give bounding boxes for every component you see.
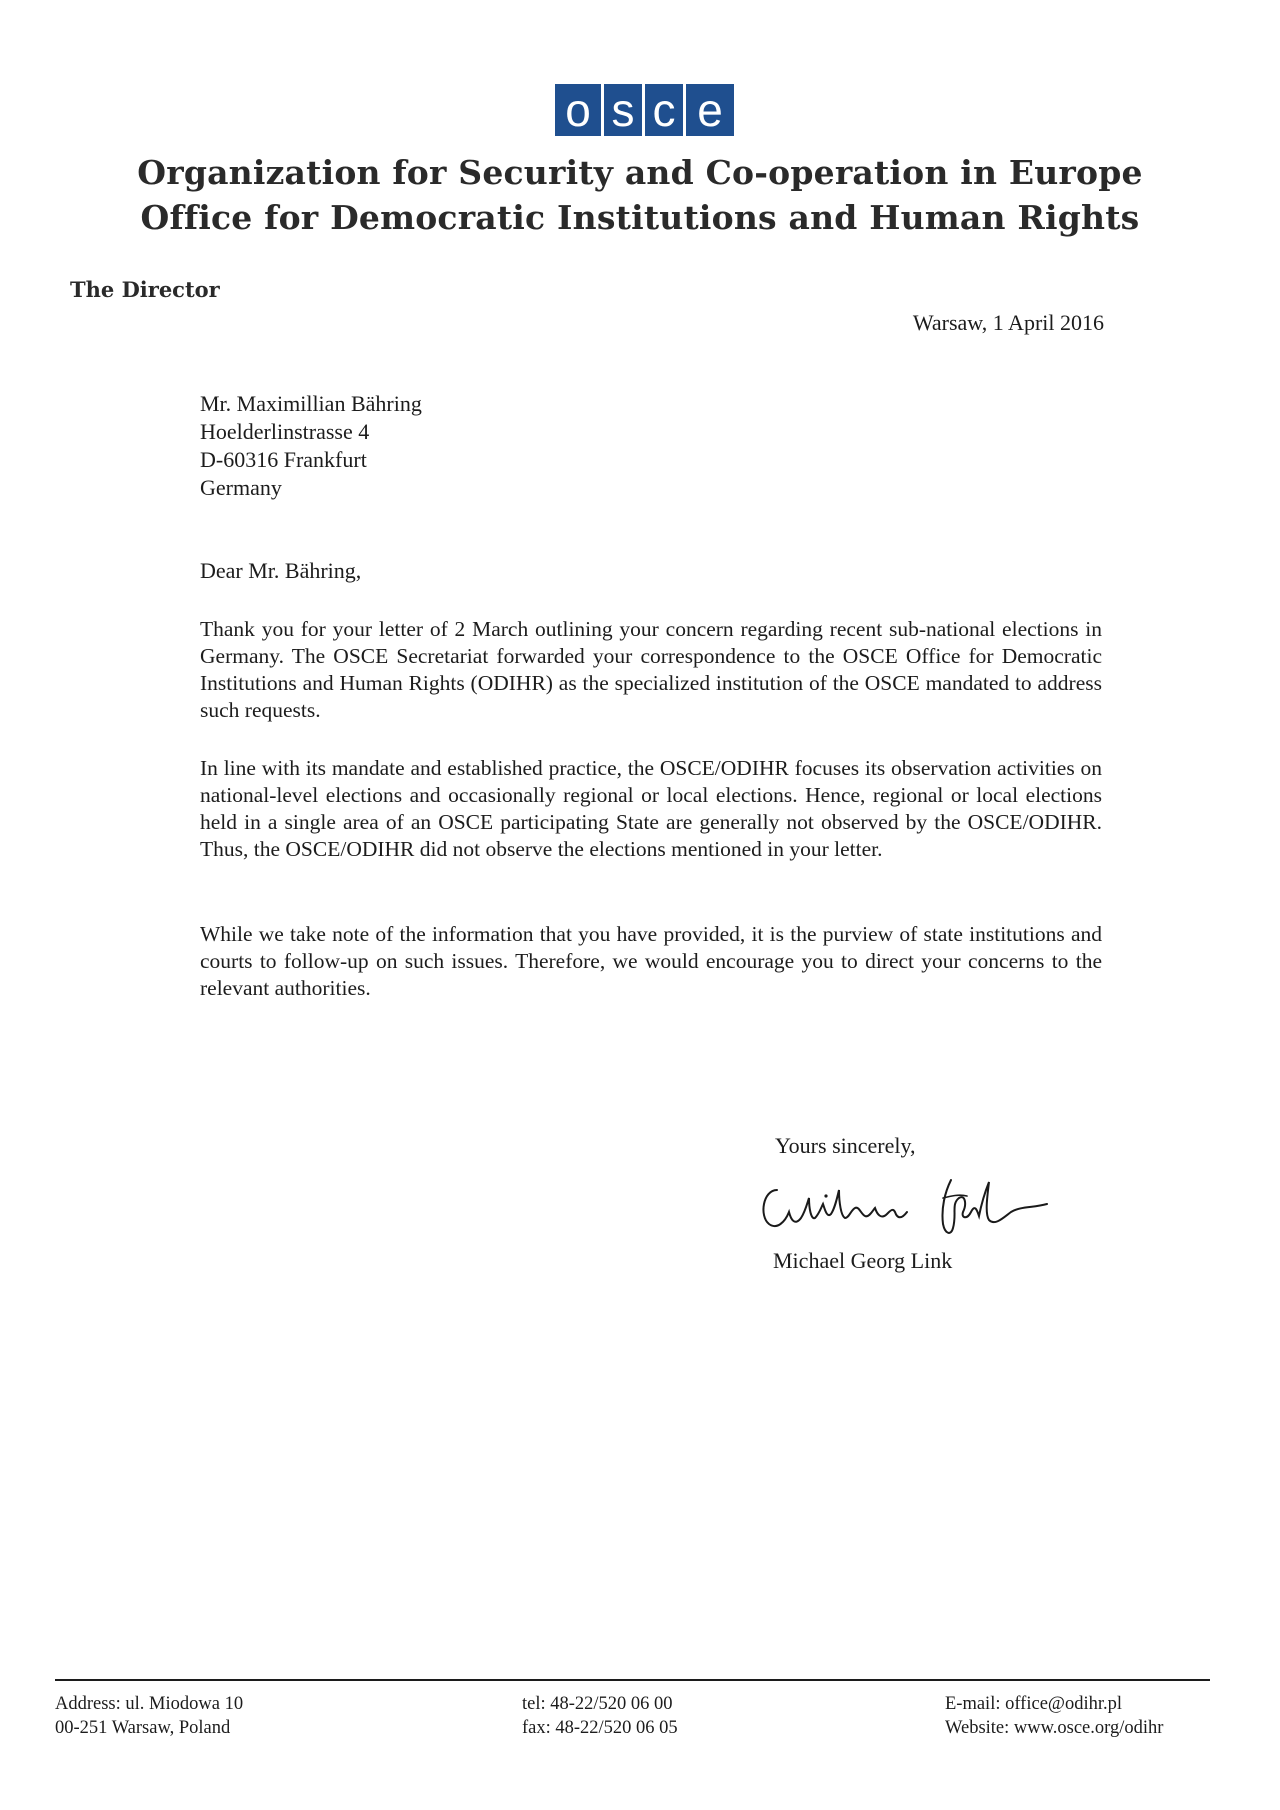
logo-letter-s: s [604, 84, 642, 136]
recipient-address [200, 390, 422, 502]
osce-logo [555, 84, 734, 136]
body-paragraph: While we take note of the information that you have provided, it is the purview of state institutions and courts to follow-up on such issues. Therefore, we would encourage you to direct your concerns to the relevant authorities. [200, 922, 1102, 1000]
footer-divider [55, 1679, 1210, 1681]
logo-letter-e: e [686, 84, 734, 136]
footer-phone [522, 1692, 678, 1740]
body-paragraph: In line with its mandate and established practice, the OSCE/ODIHR focuses its observation activities on national-level elections and occasionally regional or local elections. Hence, regional or local elections held in a single area of an OSCE participating State are generally not observed by the OSCE/ODIHR. Thus, the OSCE/ODIHR did not observe the elections mentioned in your letter. [200, 756, 1102, 861]
salutation: Dear Mr. Bähring, [200, 558, 362, 583]
signer-name: Michael Georg Link [773, 1248, 953, 1273]
sender-title: The Director [70, 277, 220, 302]
office-name: Office for Democratic Institutions and Human Rights [140, 198, 1140, 237]
organization-name: Organization for Security and Co-operation in Europe [137, 153, 1143, 192]
recipient-line: D-60316 Frankfurt [200, 447, 367, 472]
body-paragraph: Thank you for your letter of 2 March outlining your concern regarding recent sub-national elections in Germany. The OSCE Secretariat forwarded your correspondence to the OSCE Office for Democratic Institutions and Human Rights (ODIHR) as the specialized institution of the OSCE mandated to address such requests. [200, 617, 1102, 722]
recipient-line: Hoelderlinstrasse 4 [200, 419, 370, 444]
recipient-line: Germany [200, 475, 282, 500]
footer-contact [945, 1692, 1163, 1740]
logo-letter-o: o [555, 84, 601, 136]
footer-address-line: 00-251 Warsaw, Poland [55, 1718, 231, 1738]
closing: Yours sincerely, [775, 1133, 916, 1158]
footer-website: Website: www.osce.org/odihr [945, 1718, 1164, 1738]
footer-fax: fax: 48-22/520 06 05 [522, 1718, 678, 1738]
handwritten-signature [755, 1168, 1055, 1238]
dateline: Warsaw, 1 April 2016 [912, 310, 1104, 335]
recipient-line: Mr. Maximillian Bähring [200, 391, 422, 416]
footer-email: E-mail: office@odihr.pl [945, 1694, 1122, 1714]
footer-address-line: Address: ul. Miodowa 10 [55, 1694, 244, 1714]
footer-tel: tel: 48-22/520 06 00 [522, 1694, 673, 1714]
logo-letter-c: c [645, 84, 683, 136]
footer-address [55, 1692, 243, 1740]
